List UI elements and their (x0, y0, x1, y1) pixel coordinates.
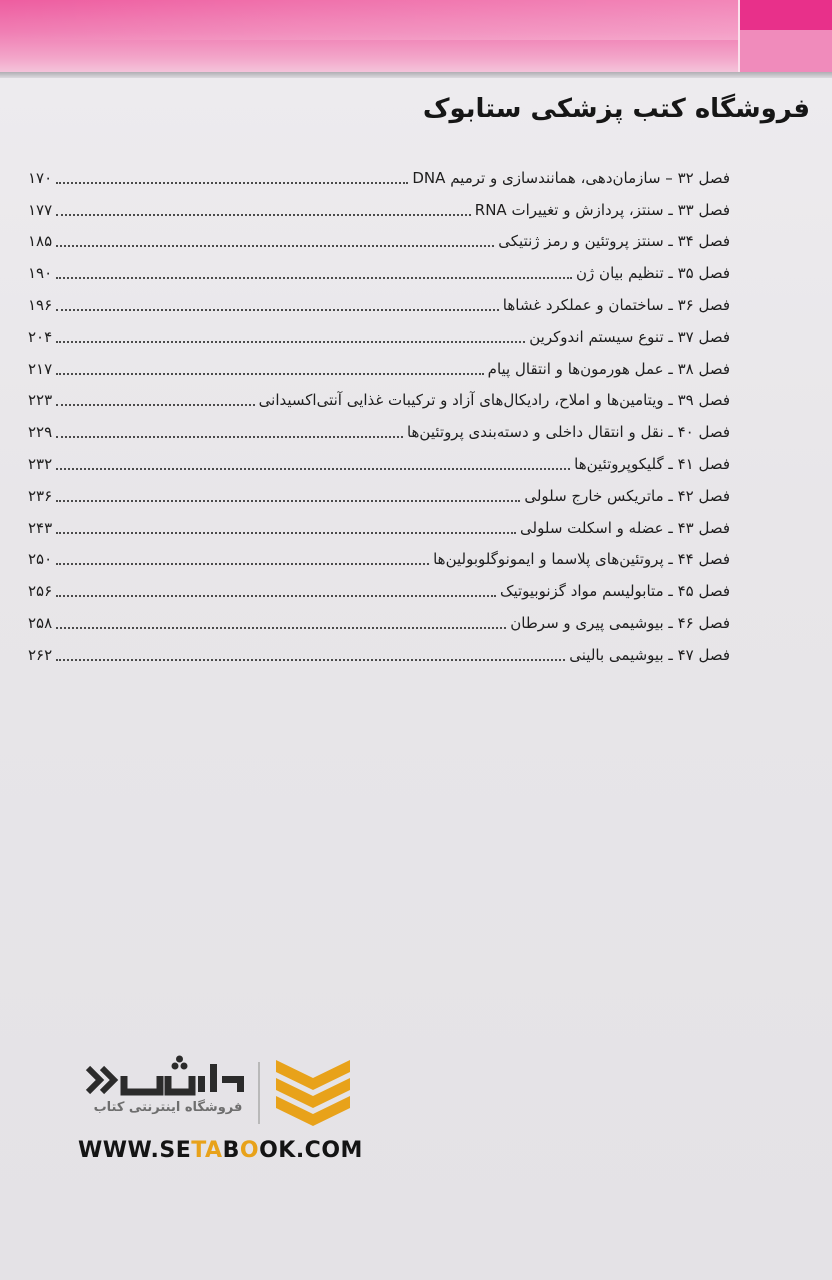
header-highlight (0, 0, 740, 40)
toc-entry-label: فصل ۳۴ ـ سنتز پروتئین و رمز ژنتیکی (498, 232, 730, 251)
toc-leader-dots (56, 308, 499, 311)
toc-entry-label: فصل ۳۶ ـ ساختمان و عملکرد غشاها (502, 295, 730, 314)
toc-leader-dots (56, 562, 429, 565)
toc-leader-dots (56, 403, 255, 406)
header-corner-block-lower (740, 30, 832, 72)
toc-entry (28, 539, 730, 571)
toc-entry (28, 348, 730, 380)
toc-leader-dots (56, 594, 496, 597)
url-part-1: WWW.SE (78, 1138, 192, 1163)
toc-leader-dots (56, 626, 506, 629)
toc-entry (28, 507, 730, 539)
toc-entry-label: فصل ۴۶ ـ بیوشیمی پیری و سرطان (510, 613, 730, 632)
toc-entry-page-number: ۲۲۹ (28, 423, 53, 442)
toc-entry (28, 443, 730, 475)
header-corner-block (740, 0, 832, 30)
toc-entry-page-number: ۱۸۵ (28, 232, 53, 251)
toc-leader-dots (56, 435, 403, 438)
toc-entry-page-number: ۲۴۳ (28, 518, 53, 537)
toc-entry (28, 316, 730, 348)
logo-divider (258, 1062, 260, 1124)
toc-entry-page-number: ۲۱۷ (28, 359, 53, 378)
toc-entry-page-number: ۲۵۶ (28, 582, 53, 601)
toc-entry (28, 189, 730, 221)
toc-entry-page-number: ۲۳۶ (28, 486, 53, 505)
toc-leader-dots (56, 372, 484, 375)
toc-entry-label: فصل ۴۷ ـ بیوشیمی بالینی (569, 645, 730, 664)
brand-subtitle: فروشگاه اینترنتی کتاب (93, 1100, 243, 1115)
table-of-contents (28, 157, 730, 666)
toc-entry-label: فصل ۳۲ – سازمان‌دهی، همانندسازی و ترمیم DNA (412, 168, 730, 187)
toc-entry (28, 221, 730, 253)
toc-leader-dots (56, 467, 570, 470)
toc-entry (28, 411, 730, 443)
toc-entry-page-number: ۲۲۳ (28, 391, 53, 410)
toc-entry-label: فصل ۴۳ ـ عضله و اسکلت سلولی (520, 518, 730, 537)
toc-entry-page-number: ۱۹۶ (28, 295, 53, 314)
toc-entry-label: فصل ۴۲ ـ ماتریکس خارج سلولی (524, 486, 730, 505)
toc-entry-label: فصل ۴۵ ـ متابولیسم مواد گزنوبیوتیک (500, 582, 730, 601)
toc-entry-page-number: ۱۹۰ (28, 264, 53, 283)
url-part-3: OK.COM (259, 1138, 363, 1163)
toc-entry-page-number: ۲۳۲ (28, 454, 53, 473)
url-accent-2: O (239, 1138, 260, 1163)
book-chevron-icon (270, 1056, 356, 1130)
toc-entry (28, 570, 730, 602)
toc-entry-page-number: ۱۷۰ (28, 168, 53, 187)
toc-entry (28, 252, 730, 284)
toc-entry (28, 284, 730, 316)
toc-leader-dots (56, 531, 516, 534)
toc-leader-dots (56, 340, 525, 343)
toc-leader-dots (56, 658, 565, 661)
page-title: فروشگاه کتب پزشکی ستابوک (422, 94, 810, 124)
toc-entry-label: فصل ۴۱ ـ گلیکوپروتئین‌ها (574, 454, 730, 473)
toc-entry (28, 475, 730, 507)
header-band (0, 0, 832, 72)
toc-entry-page-number: ۲۰۴ (28, 327, 53, 346)
toc-entry-label: فصل ۳۸ ـ عمل هورمون‌ها و انتقال پیام (487, 359, 730, 378)
toc-entry-label: فصل ۳۵ ـ تنظیم بیان ژن (576, 264, 730, 283)
brand-wordmark-icon (80, 1054, 250, 1104)
header-rule (0, 72, 832, 78)
toc-entry-page-number: ۲۵۰ (28, 550, 53, 569)
toc-leader-dots (56, 181, 408, 184)
toc-entry (28, 157, 730, 189)
toc-leader-dots (56, 499, 520, 502)
toc-entry-label: فصل ۳۹ ـ ویتامین‌ها و املاح، رادیکال‌های آزاد و ترکیبات غذایی آنتی‌اکسیدانی (258, 391, 730, 410)
url-accent-1: TA (191, 1138, 223, 1163)
toc-leader-dots (56, 213, 471, 216)
toc-leader-dots (56, 244, 494, 247)
website-url[interactable] (78, 1138, 363, 1163)
toc-entry (28, 602, 730, 634)
watermark-logo (70, 1054, 360, 1134)
toc-entry-label: فصل ۳۷ ـ تنوع سیستم اندوکرین (529, 327, 730, 346)
toc-leader-dots (56, 276, 572, 279)
toc-entry (28, 634, 730, 666)
toc-entry (28, 380, 730, 412)
toc-entry-page-number: ۲۵۸ (28, 613, 53, 632)
toc-entry-label: فصل ۴۴ ـ پروتئین‌های پلاسما و ایمونوگلوبولین‌ها (433, 550, 730, 569)
toc-entry-label: فصل ۳۳ ـ سنتز، پردازش و تغییرات RNA (474, 200, 730, 219)
toc-entry-page-number: ۲۶۲ (28, 645, 53, 664)
toc-entry-page-number: ۱۷۷ (28, 200, 53, 219)
url-part-2: B (222, 1138, 240, 1163)
toc-entry-label: فصل ۴۰ ـ نقل و انتقال داخلی و دسته‌بندی پروتئین‌ها (406, 423, 730, 442)
